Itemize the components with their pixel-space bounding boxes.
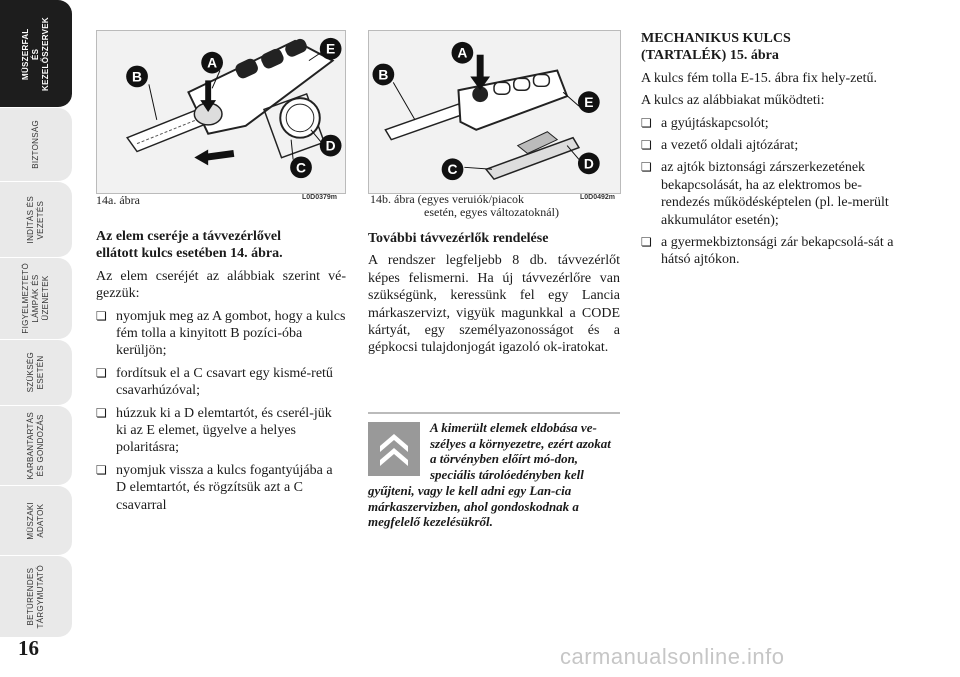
page-number: 16 bbox=[18, 636, 39, 660]
callout-label: D bbox=[583, 155, 594, 172]
list-item: ❏ húzzuk ki a D elemtartót, és cserél-jük ki az E elemet, ügyelve a helyes polaritásra; bbox=[96, 405, 346, 457]
tab-biztonsag[interactable] bbox=[0, 108, 72, 182]
battery-replacement-section bbox=[96, 228, 346, 519]
figure-caption-b bbox=[370, 193, 559, 219]
tab-label: BETŰRENDES TÁRGYMUTATÓ bbox=[26, 564, 45, 629]
callout-label: B bbox=[378, 66, 389, 83]
body-text: A kulcs az alábbiakat működteti: bbox=[641, 93, 825, 109]
section-heading: További távvezérlők rendelése bbox=[368, 231, 549, 246]
figure-caption-a: 14a. ábra bbox=[96, 193, 140, 207]
figure-14a bbox=[96, 30, 346, 194]
recycle-warning-icon bbox=[368, 422, 420, 476]
additional-remotes-section bbox=[368, 230, 620, 362]
section-heading: ellátott kulcs esetében 14. ábra. bbox=[96, 246, 283, 262]
callout-label: A bbox=[207, 54, 218, 71]
watermark: carmanualsonline.info bbox=[560, 644, 785, 669]
figure-14b bbox=[368, 30, 621, 194]
note-text: A kimerült elemek eldobása ve-szélyes a környezetre, ezért azokat a törvényben előírt mó-don, speciális tárolóedényben kell gyűjteni, vagy le kell adni egy Lan-cia márkaszervizben, ahol gondoskodnak a megfelelő kezelésükről. bbox=[368, 420, 611, 530]
tab-label: FIGYELMEZTETŐ LÁMPÁK ÉS ÜZENETEK bbox=[21, 263, 50, 334]
section-heading: (TARTALÉK) 15. ábra bbox=[641, 48, 779, 64]
tab-label: KARBANTARTÁS ÉS GONDOZÁS bbox=[26, 411, 45, 480]
list-item: ❏ a gyermekbiztonsági zár bekapcsolá-sát a hátsó ajtókon. bbox=[641, 234, 897, 269]
body-text: A kulcs fém tolla E-15. ábra fix hely-zetű. bbox=[641, 70, 877, 86]
tab-label: SZÜKSÉG ESETÉN bbox=[26, 352, 45, 393]
list-item: ❏ a gyújtáskapcsolót; bbox=[641, 115, 897, 132]
section-tabs bbox=[0, 0, 72, 640]
list-item: ❏ nyomjuk meg az A gombot, hogy a kulcs fém tolla a kinyitott B pozíci-óba kerüljön; bbox=[96, 308, 346, 360]
tab-muszerfal[interactable] bbox=[0, 0, 72, 108]
intro-text: Az elem cseréjét az alábbiak szerint vé-gezzük: bbox=[96, 268, 346, 302]
callout-label: C bbox=[447, 161, 458, 178]
tab-targymutato[interactable] bbox=[0, 556, 72, 638]
callout-label: E bbox=[584, 94, 594, 111]
tab-inditas[interactable] bbox=[0, 182, 72, 258]
callout-label: B bbox=[132, 68, 143, 85]
tab-karbantartas[interactable] bbox=[0, 406, 72, 486]
caption-line: esetén, egyes változatoknál) bbox=[424, 205, 559, 219]
figure-code-b: L0D0492m bbox=[580, 194, 616, 201]
environment-note bbox=[368, 412, 620, 530]
function-list bbox=[641, 115, 897, 269]
tab-figyelmezteto[interactable] bbox=[0, 258, 72, 340]
tab-label: MŰSZAKI ADATOK bbox=[26, 501, 45, 540]
tab-label: INDÍTÁS ÉS VEZETÉS bbox=[26, 195, 45, 244]
tab-label: MŰSZERFAL ÉS KEZELŐSZERVEK bbox=[21, 16, 50, 91]
list-item: ❏ nyomjuk vissza a kulcs fogantyújába a D elemtartót, és rögzítsük azt a C csavarral bbox=[96, 462, 346, 514]
list-item: ❏ fordítsuk el a C csavart egy kismé-retű csavarhúzóval; bbox=[96, 365, 346, 400]
callout-label: E bbox=[326, 40, 336, 57]
callout-label: C bbox=[296, 159, 307, 176]
list-item: ❏ az ajtók biztonsági zárszerkezetének bekapcsolását, ha az elektromos be-rendezés működésképtelen (pl. le-merült akkumulátor esetén); bbox=[641, 159, 897, 229]
body-text: A rendszer legfeljebb 8 db. távvezérlőt képes felismerni. Ha új távvezérlőre van szükségünk, keressünk fel egy Lancia márkaszervizt, vigyük magunkkal a CODE kártyát, egy személyazonosságot és a gépkocsi tulajdonjogát igazoló ok-iratokat. bbox=[368, 253, 620, 356]
key-battery-illustration-b bbox=[369, 31, 620, 193]
tab-szukseg[interactable] bbox=[0, 340, 72, 406]
tab-muszaki[interactable] bbox=[0, 486, 72, 556]
caption-line: 14b. ábra (egyes veruiók/piacok bbox=[370, 192, 524, 206]
list-item: ❏ a vezető oldali ajtózárat; bbox=[641, 137, 897, 154]
callout-label: D bbox=[325, 137, 336, 154]
section-heading: MECHANIKUS KULCS bbox=[641, 31, 791, 46]
section-heading: Az elem cseréje a távvezérlővel bbox=[96, 229, 281, 244]
mechanical-key-section bbox=[641, 30, 897, 274]
figure-code-a: L0D0379m bbox=[302, 194, 338, 201]
callout-label: A bbox=[457, 44, 468, 61]
key-battery-illustration-a bbox=[97, 31, 345, 193]
step-list bbox=[96, 308, 346, 514]
tab-label: BIZTONSÁG bbox=[31, 120, 40, 169]
